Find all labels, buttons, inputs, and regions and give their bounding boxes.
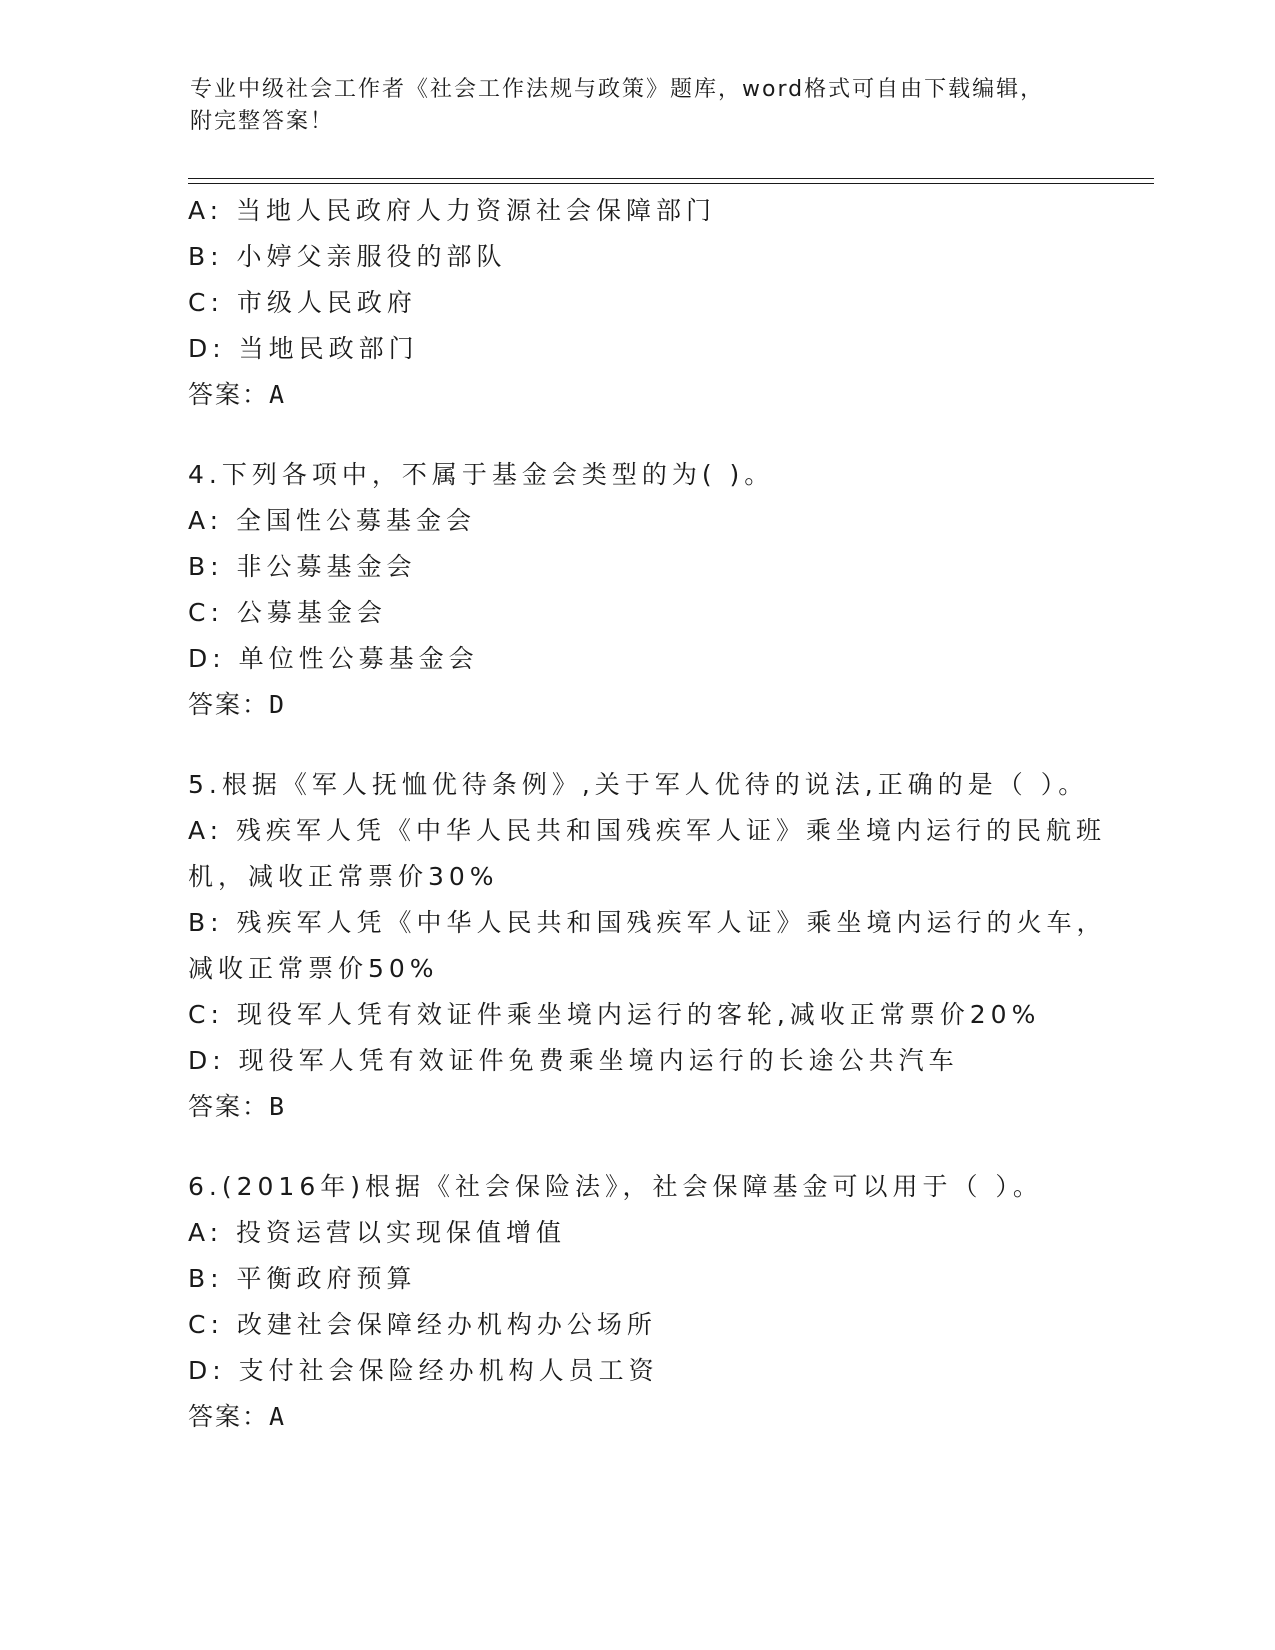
answer-label: 答案： (188, 1403, 270, 1431)
option-d: D: 支付社会保险经办机构人员工资 (188, 1356, 659, 1385)
answer-value: A (269, 1402, 285, 1431)
question-stem: 6.(2016年)根据《社会保险法》，社会保障基金可以用于（ ）。 (188, 1172, 1043, 1201)
option-a: A: 当地人民政府人力资源社会保障部门 (188, 196, 717, 225)
answer-line (188, 1394, 1088, 1440)
answer-value: B (269, 1092, 285, 1121)
option-b-continued: 减收正常票价50% (188, 954, 439, 983)
answer-label: 答案： (188, 1093, 270, 1121)
option-c: C: 市级人民政府 (188, 288, 417, 317)
option-c: C: 改建社会保障经办机构办公场所 (188, 1310, 657, 1339)
header-line-1: 专业中级社会工作者《社会工作法规与政策》题库，word格式可自由下载编辑， (190, 77, 1045, 102)
answer-line (188, 1084, 1088, 1130)
header-divider-bottom (188, 183, 1154, 184)
answer-line (188, 372, 1088, 418)
option-a: A: 全国性公募基金会 (188, 506, 477, 535)
option-a: A: 投资运营以实现保值增值 (188, 1218, 567, 1247)
option-d: D: 现役军人凭有效证件免费乘坐境内运行的长途公共汽车 (188, 1046, 959, 1075)
question-4 (188, 452, 1088, 728)
question-3 (188, 188, 1088, 418)
option-a: A: 残疾军人凭《中华人民共和国残疾军人证》乘坐境内运行的民航班 (188, 816, 1107, 845)
question-stem: 5.根据《军人抚恤优待条例》,关于军人优待的说法,正确的是（ ）。 (188, 770, 1089, 799)
question-list (188, 188, 1107, 1440)
option-c: C: 公募基金会 (188, 598, 387, 627)
header-divider-top (188, 178, 1154, 179)
answer-label: 答案： (188, 691, 270, 719)
answer-line (188, 682, 1088, 728)
option-b: B: 小婷父亲服役的部队 (188, 242, 507, 271)
option-b: B: 非公募基金会 (188, 552, 417, 581)
header-line-2: 附完整答案！ (190, 109, 335, 134)
option-c: C: 现役军人凭有效证件乘坐境内运行的客轮,减收正常票价20% (188, 1000, 1041, 1029)
option-a-continued: 机，减收正常票价30% (188, 862, 499, 891)
answer-value: D (269, 690, 285, 719)
option-b: B: 残疾军人凭《中华人民共和国残疾军人证》乘坐境内运行的火车， (188, 908, 1107, 937)
question-stem: 4.下列各项中，不属于基金会类型的为( )。 (188, 460, 775, 489)
option-d: D: 当地民政部门 (188, 334, 419, 363)
answer-value: A (269, 380, 285, 409)
question-6 (188, 1164, 1088, 1440)
question-5 (188, 762, 1107, 1130)
document-header (190, 74, 1090, 138)
option-d: D: 单位性公募基金会 (188, 644, 479, 673)
option-b: B: 平衡政府预算 (188, 1264, 417, 1293)
answer-label: 答案： (188, 381, 270, 409)
